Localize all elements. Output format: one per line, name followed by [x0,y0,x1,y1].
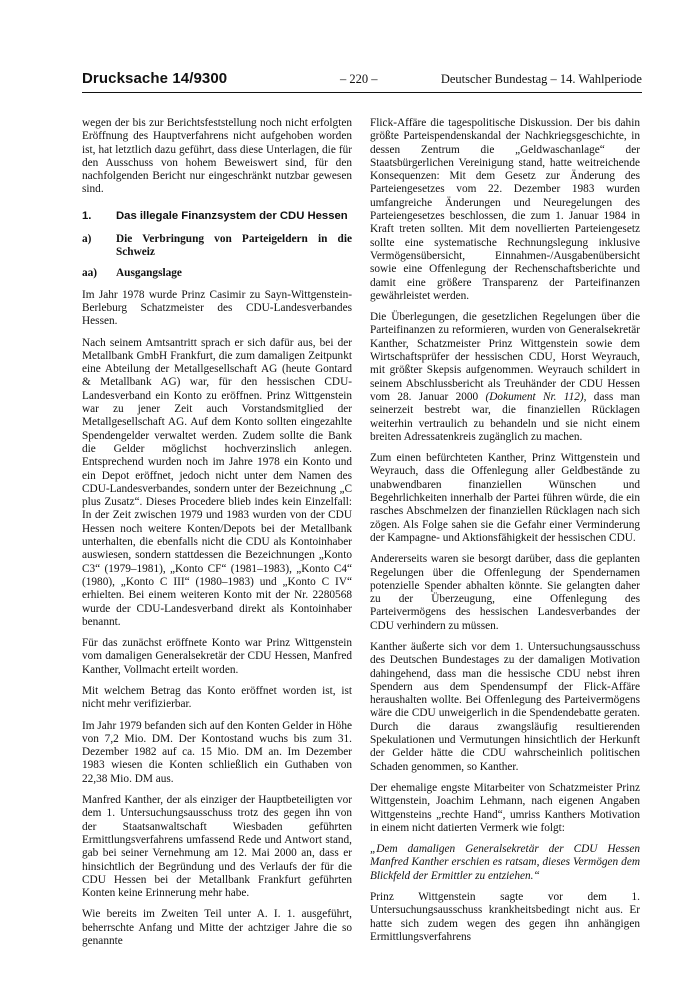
body-paragraph: Andererseits waren sie besorgt darüber, dass die geplanten Regelungen über die Offenlegung der Spendernamen potenzielle Spender abhalten könnte. Sie gelangten daher zu der Überzeugung, eine Offenlegung des Parteivermögens des hessischen Landesverbandes der CDU verhindern zu müssen. [370,553,640,632]
body-paragraph: Mit welchem Betrag das Konto eröffnet worden ist, ist nicht mehr verifizierbar. [82,684,352,711]
subsection-title: Die Verbringung von Parteigeldern in die Schweiz [116,232,352,259]
subsubsection-heading [82,267,352,280]
section-heading [82,209,352,223]
subsubsection-title: Ausgangslage [116,267,182,280]
subsubsection-number: aa) [82,267,98,280]
body-paragraph: Manfred Kanther, der als einziger der Hauptbeteiligten vor dem 1. Untersuchungsausschuss trotz des gegen ihn von der Staatsanwaltschaft Wiesbaden geführten Ermittlungsverfahrens umfassend Rede und Antwort stand, gab bei seiner Vernehmung am 12. Mai 2000 an, dass er hinsichtlich der Begründung und des Verlaufs der für die CDU Hessen bei der Metallbank Frankfurt geführten Konten keine Erinnerung mehr habe. [82,794,352,900]
body-paragraph: Der ehemalige engste Mitarbeiter von Schatzmeister Prinz Wittgenstein, Joachim Lehmann, nach eigenen Angaben Wittgensteins „rechte Hand“, umriss Kanthers Motivation in einem nicht datierten Vermerk wie folgt: [370,781,640,834]
legislative-period: Deutscher Bundestag – 14. Wahlperiode [440,72,642,86]
block-quote: „Dem damaligen Generalsekretär der CDU Hessen Manfred Kanther erschien es ratsam, dieses Vermögen dem Blickfeld der Ermittler zu entziehen.“ [370,843,640,882]
body-paragraph: Im Jahr 1978 wurde Prinz Casimir zu Sayn-Wittgenstein-Berleburg Schatzmeister des CDU-Landesverbandes Hessen. [82,288,352,328]
page-number: – 220 – [340,72,378,86]
subsection-number: a) [82,232,92,245]
body-paragraph: Nach seinem Amtsantritt sprach er sich dafür aus, bei der Metallbank GmbH Frankfurt, die zum damaligen Zeitpunkt eine Abteilung der Metallgesellschaft AG (heute Gontard & Metallbank AG) war, für den hessischen CDU-Landesverband ein Konto zu eröffnen. Prinz Wittgenstein war zu jener Zeit auch Vorstandsmitglied der Metallgesellschaft AG. Auf dem Konto sollten eingezahlte Spendengelder verwaltet werden. Zudem sollte die Bank die Gelder möglichst hochverzinslich anlegen. Entsprechend wurden noch im Jahre 1978 ein Konto und ein Depot eröffnet, jedoch nicht unter dem Namen des CDU-Landesverbandes, sondern unter der Bezeichnung „C plus Zusatz“. Dieses Procedere blieb indes kein Einzelfall: In der Zeit zwischen 1979 und 1983 wurden von der CDU Hessen noch weitere Konten/Depots bei der Metallbank unterhalten, die ebenfalls nicht die CDU als Kontoinhaber auswiesen, sondern stattdessen die Bezeichnungen „Konto C3“ (1979–1981), „Konto CF“ (1981–1983), „Konto C4“ (1980), „Konto C III“ (1980–1983) und „Konto C IV“ erhielten. Bei einem weiteren Konto mit der Nr. 2280568 wurde der CDU-Landesverband direkt als Kontoinhaber benannt. [82,336,352,628]
body-paragraph [370,311,640,444]
subsection-heading [82,233,352,260]
body-paragraph: Wie bereits im Zweiten Teil unter A. I. 1. ausgeführt, beherrschte Anfang und Mitte der achtziger Jahre die so genannte [82,908,352,948]
section-title: Das illegale Finanzsystem der CDU Hessen [116,209,348,222]
text-run: Die Überlegungen, die gesetzlichen Regelungen über die Parteifinanzen zu reformieren, wurden von Generalsekretär Kanther, Schatzmeister Prinz Wittgenstein sowie dem Wirtschaftsprüfer der hessischen CDU, Horst Weyrauch, mit größter Skepsis aufgenommen. Weyrauch schildert in seinem Abschlussbericht als Treuhänder der CDU Hessen vom 28. Januar 2000 [370,311,640,403]
section-number: 1. [82,209,92,222]
header-rule [82,92,642,93]
body-paragraph: Kanther äußerte sich vor dem 1. Untersuchungsausschuss des Deutschen Bundestages zu der damaligen Motivation dahingehend, dass man die hessische CDU nebst ihren Spendern aus dem Spendensumpf der Flick-Affäre heraushalten wollte. Bei Offenlegung des Parteivermögens wäre die CDU unweigerlich in die Spendendebatte geraten. Durch die daraus zwangsläufig resultierenden Spekulationen und Vermutungen hinsichtlich der Herkunft der Gelder hätte die CDU wahrscheinlich politischen Schaden genommen, so Kanther. [370,640,640,773]
body-paragraph: Im Jahr 1979 befanden sich auf den Konten Gelder in Höhe von 7,2 Mio. DM. Der Kontostand wuchs bis zum 31. Dezember 1982 auf ca. 15 Mio. DM an. Im Dezember 1983 wiesen die Konten schließlich ein Guthaben von 22,38 Mio. DM aus. [82,719,352,785]
document-reference: (Dokument Nr. 112), [485,390,587,403]
page-header [82,70,642,92]
left-column [82,117,352,956]
right-column [370,117,640,952]
document-number: Drucksache 14/9300 [82,70,228,87]
body-paragraph: Zum einen befürchteten Kanther, Prinz Wittgenstein und Weyrauch, dass die Offenlegung aller Geldbestände zu unabwendbaren finanziellen Wünschen und Begehrlichkeiten innerhalb der Partei führen würde, die ein rasches Abschmelzen der finanziellen Rücklagen nach sich zögen. Als Folge sahen sie die Gefahr einer Verminderung der Kampagne- und Aktionsfähigkeit der hessischen CDU. [370,452,640,544]
body-paragraph: Für das zunächst eröffnete Konto war Prinz Wittgenstein vom damaligen Generalsekretär der CDU Hessen, Manfred Kanther, Vollmacht erteilt worden. [82,637,352,676]
text-run: dass man seinerzeit bestrebt war, die finanziellen Rücklagen weiterhin vertraulich zu behandeln und sie nicht einem breiten Adressatenkreis zugänglich zu machen. [370,390,641,443]
body-paragraph: Flick-Affäre die tagespolitische Diskussion. Der bis dahin größte Parteispendenskandal der Nachkriegsgeschichte, in dessen Zentrum die „Geldwaschanlage“ der Staatsbürgerlichen Vereinigung stand, hatte weitreichende Konsequenzen: Mit dem Gesetz zur Änderung des Parteiengesetzes vom 22. Dezember 1983 wurden umfangreiche Änderungen und Neuregelungen des Parteiengesetzes beschlossen, die zum 1. Januar 1984 in Kraft treten sollten. Mit dem novellierten Parteiengesetz sollte eine systematische Rechnungslegung inklusive Vermögensübersicht, Einnahmen-/Ausgabenübersicht sowie eine Offenlegung der Rechenschaftsberichte und damit eine größere Transparenz der Parteifinanzen gewährleistet werden. [370,117,640,302]
body-paragraph: Prinz Wittgenstein sagte vor dem 1. Untersuchungsausschuss krankheitsbedingt nicht aus. Er hatte sich zudem wegen des gegen ihn anhängigen Ermittlungsverfahrens [370,891,640,943]
intro-paragraph: wegen der bis zur Berichtsfeststellung noch nicht erfolgten Eröffnung des Hauptverfahrens nicht aufgehoben worden ist, hat letztlich dazu geführt, dass diese Unterlagen, die für den Ausschuss von hohem Beweiswert sind, für den nachfolgenden Bericht nur eingeschränkt nutzbar gewesen sind. [82,117,352,196]
